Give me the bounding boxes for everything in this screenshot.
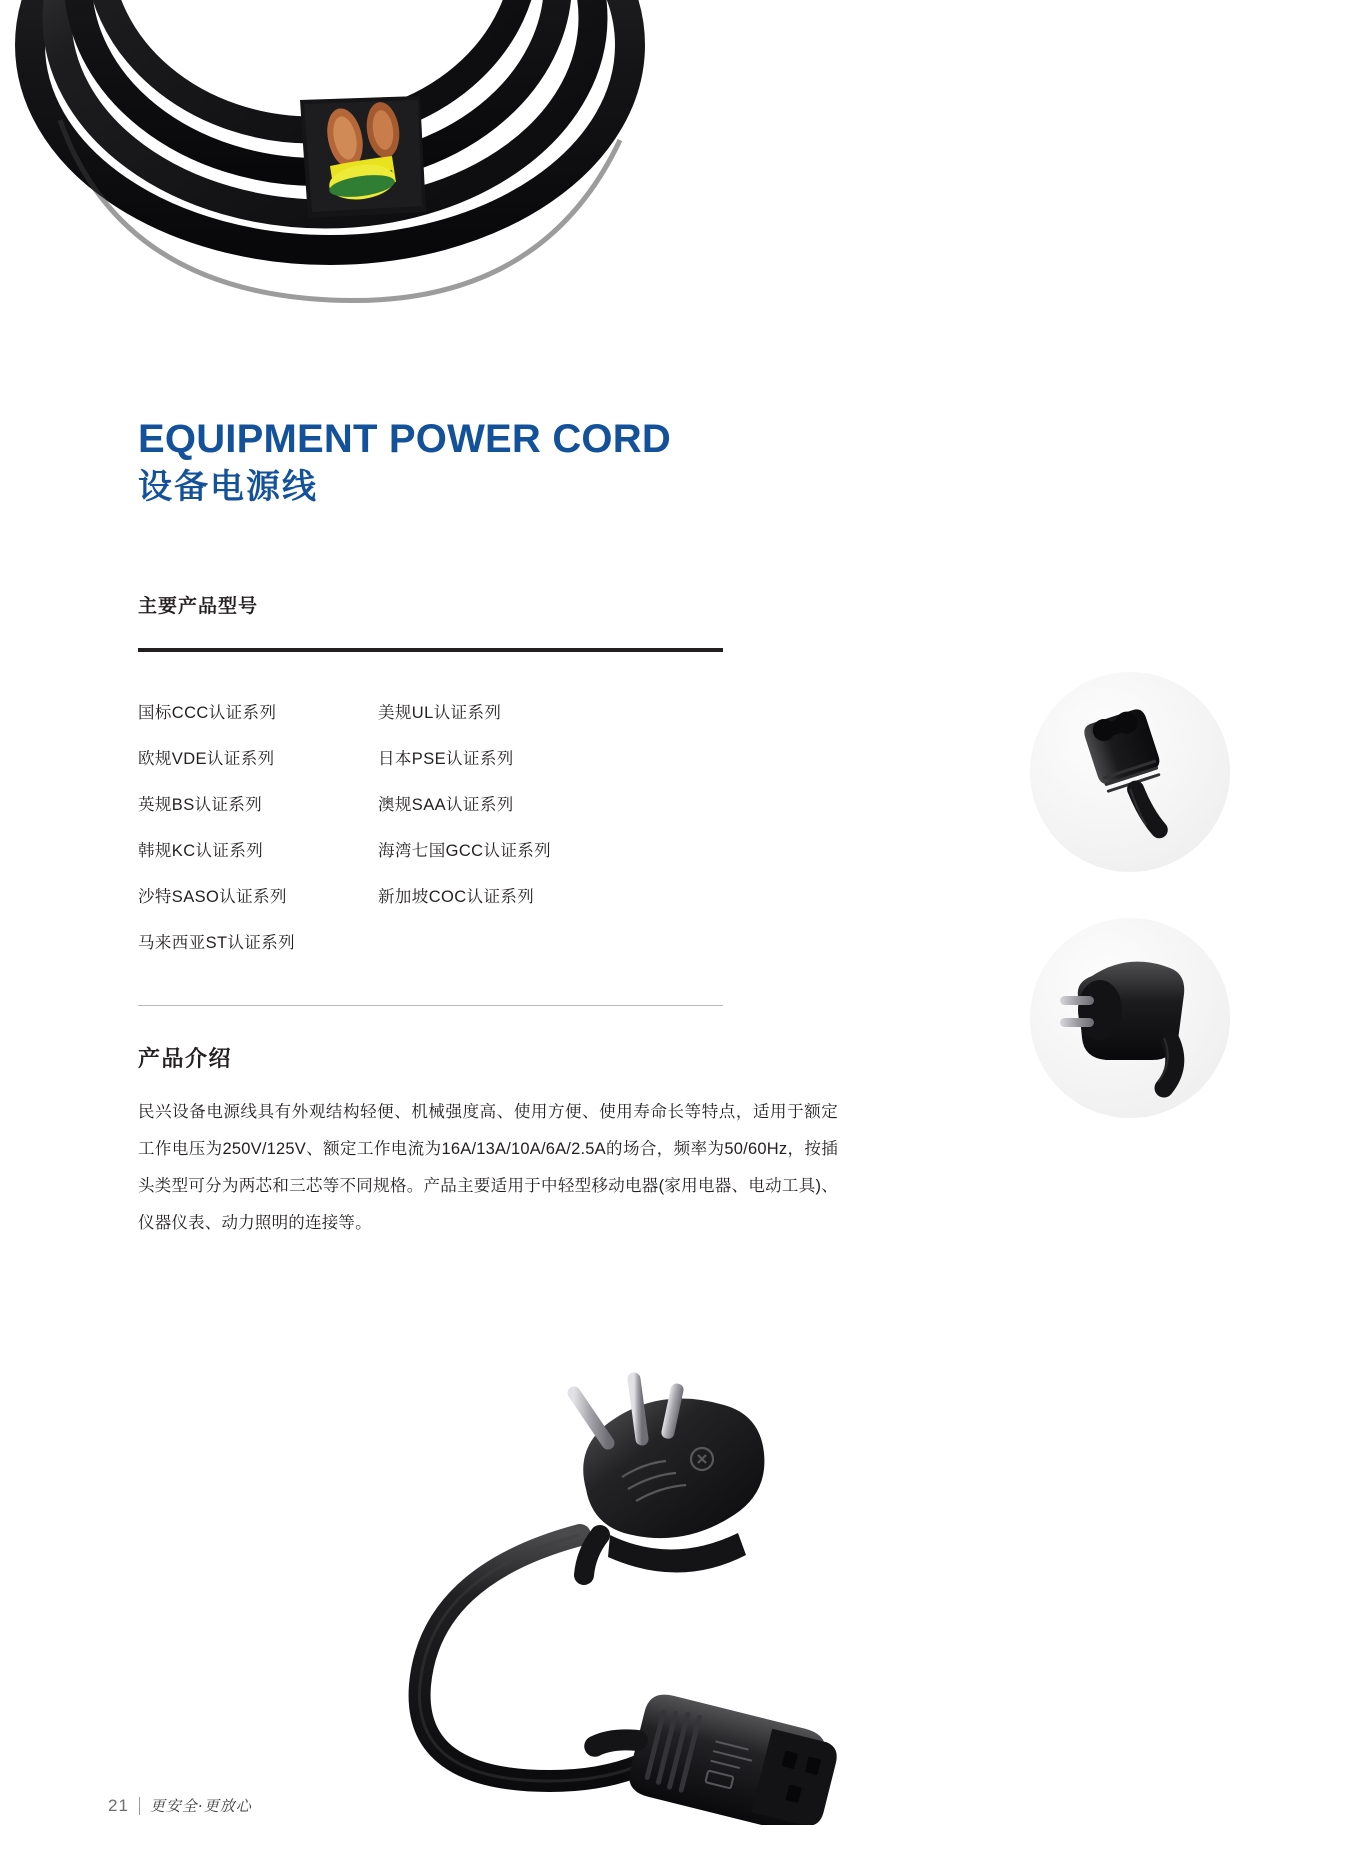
footer-page-number: 21	[108, 1795, 129, 1815]
model-item: 日本PSE认证系列	[378, 750, 514, 768]
page-footer	[108, 1795, 252, 1816]
models-column-right	[378, 690, 698, 920]
page-title-chinese: 设备电源线	[138, 468, 318, 506]
product-thumbnail-schuko-plug	[1030, 918, 1230, 1118]
models-divider-thin	[138, 1005, 723, 1006]
intro-section-heading: 产品介绍	[138, 1046, 233, 1071]
top-cable-photo	[0, 0, 760, 340]
model-item: 沙特SASO认证系列	[138, 888, 287, 906]
models-column-left	[138, 690, 378, 966]
model-item: 英规BS认证系列	[138, 796, 263, 814]
page-title-english: EQUIPMENT POWER CORD	[138, 417, 671, 461]
model-item: 美规UL认证系列	[378, 704, 502, 722]
intro-section-body: 民兴设备电源线具有外观结构轻便、机械强度高、使用方便、使用寿命长等特点，适用于额定工作电压为250V/125V、额定工作电流为16A/13A/10A/6A/2.5A的场合，频率为50/60Hz，按插头类型可分为两芯和三芯等不同规格。产品主要适用于中轻型移动电器(家用电器、电动工具)、仪器仪表、动力照明的连接等。	[138, 1103, 838, 1232]
models-section-heading: 主要产品型号	[138, 596, 259, 617]
model-item: 马来西亚ST认证系列	[138, 934, 296, 952]
models-list	[138, 690, 738, 966]
page-title-block	[138, 418, 838, 509]
model-item: 欧规VDE认证系列	[138, 750, 275, 768]
model-item: 海湾七国GCC认证系列	[378, 842, 552, 860]
models-divider-thick	[138, 648, 723, 652]
footer-slogan: 更安全·更放心	[149, 1797, 252, 1815]
model-item: 澳规SAA认证系列	[378, 796, 514, 814]
footer-divider	[139, 1797, 140, 1815]
model-item: 国标CCC认证系列	[138, 704, 277, 722]
model-item: 韩规KC认证系列	[138, 842, 264, 860]
product-thumbnail-c7-connector	[1030, 672, 1230, 872]
model-item: 新加坡COC认证系列	[378, 888, 535, 906]
hero-product-photo	[250, 1345, 970, 1825]
